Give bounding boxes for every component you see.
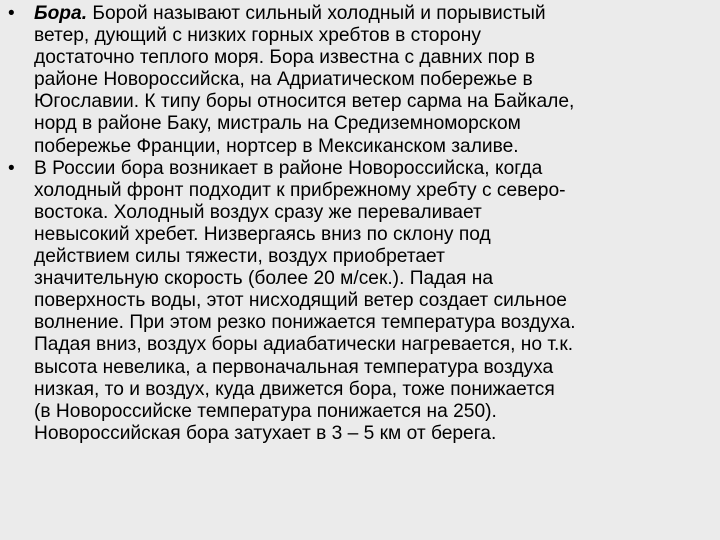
text-line: волнение. При этом резко понижается температура воздуха.	[34, 312, 576, 334]
text-line: Падая вниз, воздух боры адиабатически нагревается, но т.к.	[34, 334, 574, 356]
text-line: высота невелика, а первоначальная температура воздуха	[34, 356, 554, 378]
text-line: востока. Холодный воздух сразу же переваливает	[34, 201, 482, 223]
text-line: низкая, то и воздух, куда движется бора, тоже понижается	[34, 378, 555, 400]
text-line: Новороссийская бора затухает в 3 – 5 км от берега.	[34, 422, 497, 444]
text-line: значительную скорость (более 20 м/сек.). Падая на	[34, 268, 494, 290]
text-line: норд в районе Баку, мистраль на Средиземноморском	[34, 113, 521, 135]
bullet-list	[6, 3, 708, 445]
text-line: побережье Франции, нортсер в Мексиканском заливе.	[34, 135, 519, 157]
bullet-marker: •	[8, 157, 15, 179]
text-fragment: Борой называют сильный холодный и порывистый	[87, 3, 546, 24]
text-line: (в Новороссийске температура понижается на 250).	[34, 400, 497, 422]
text-line: невысокий хребет. Низвергаясь вниз по склону под	[34, 223, 491, 245]
bullet-bora-russia	[6, 158, 708, 445]
bold-term: Бора.	[34, 3, 88, 24]
bullet-marker: •	[8, 3, 15, 24]
text-line: холодный фронт подходит к прибрежному хребту с северо-	[34, 179, 566, 201]
text-line: ветер, дующий с низких горных хребтов в сторону	[34, 25, 481, 47]
text-line: районе Новороссийска, на Адриатическом побережье в	[34, 69, 533, 91]
text-line: действием силы тяжести, воздух приобретает	[34, 246, 445, 268]
text-line: достаточно теплого моря. Бора известна с давних пор в	[34, 47, 535, 69]
bullet-bora-definition	[6, 3, 708, 158]
text-line: Югославии. К типу боры относится ветер сарма на Байкале,	[34, 91, 575, 113]
text-line: В России бора возникает в районе Новороссийска, когда	[34, 157, 543, 179]
text-line: поверхность воды, этот нисходящий ветер создает сильное	[34, 290, 567, 312]
text-line	[34, 3, 708, 25]
